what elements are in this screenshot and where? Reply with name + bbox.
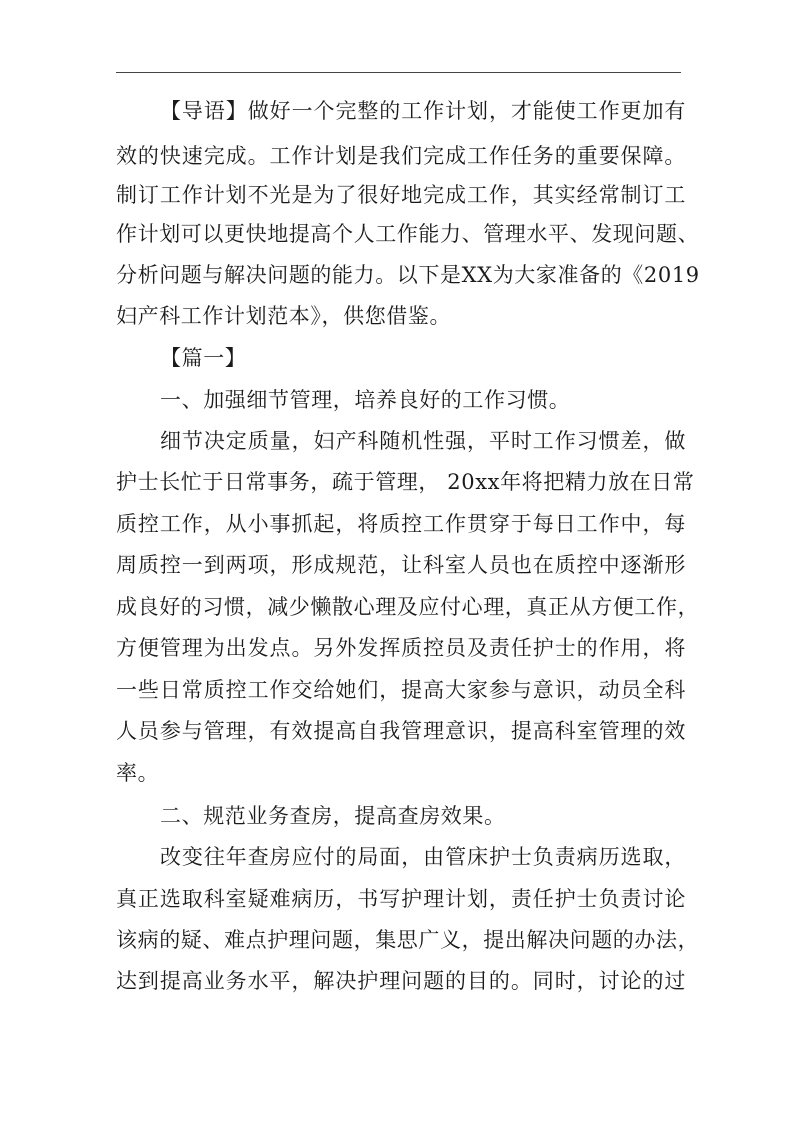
text-line: 一些日常质控工作交给她们，提高大家参与意识，动员全科 [116,678,686,702]
text-line: 细节决定质量，妇产科随机性强，平时工作习惯差，做 [160,429,686,453]
text-line: 成良好的习惯，减少懒散心理及应付心理，真正从方便工作， [116,595,700,619]
text-line: 周质控一到两项，形成规范，让科室人员也在质控中逐渐形 [116,553,686,577]
section-heading: 一、加强细节管理，培养良好的工作习惯。 [160,388,571,412]
text-line: 效的快速完成。工作计划是我们完成工作任务的重要保障。 [116,144,686,168]
text-line: 护士长忙于日常事务，疏于管理， 20xx年将把精力放在日常 [116,470,695,494]
text-line: 质控工作，从小事抓起，将质控工作贯穿于每日工作中，每 [116,512,686,536]
text-line: 妇产科工作计划范本》，供您借鉴。 [116,304,452,328]
text-line: 【导语】做好一个完整的工作计划，才能使工作更加有 [160,99,686,123]
text-line: 真正选取科室疑难病历，书写护理计划，责任护士负责讨论 [116,887,686,911]
text-line: 人员参与管理，有效提高自我管理意识，提高科室管理的效 [116,719,686,743]
text-line: 改变往年查房应付的局面，由管床护士负责病历选取， [160,845,686,869]
text-line: 分析问题与解决问题的能力。以下是XX为大家准备的《2019 [116,263,700,287]
header-rule [116,72,681,73]
text-line: 制订工作计划不光是为了很好地完成工作，其实经常制订工 [116,183,686,207]
text-line: 该病的疑、难点护理问题，集思广义，提出解决问题的办法， [116,928,700,952]
section-heading: 【篇一】 [160,346,247,370]
section-heading: 二、规范业务查房，提高查房效果。 [160,804,506,828]
text-line: 达到提高业务水平，解决护理问题的目的。同时，讨论的过 [116,969,686,993]
text-line: 率。 [116,761,160,785]
text-line: 方便管理为出发点。另外发挥质控员及责任护士的作用，将 [116,636,686,660]
text-line: 作计划可以更快地提高个人工作能力、管理水平、发现问题、 [116,222,700,246]
